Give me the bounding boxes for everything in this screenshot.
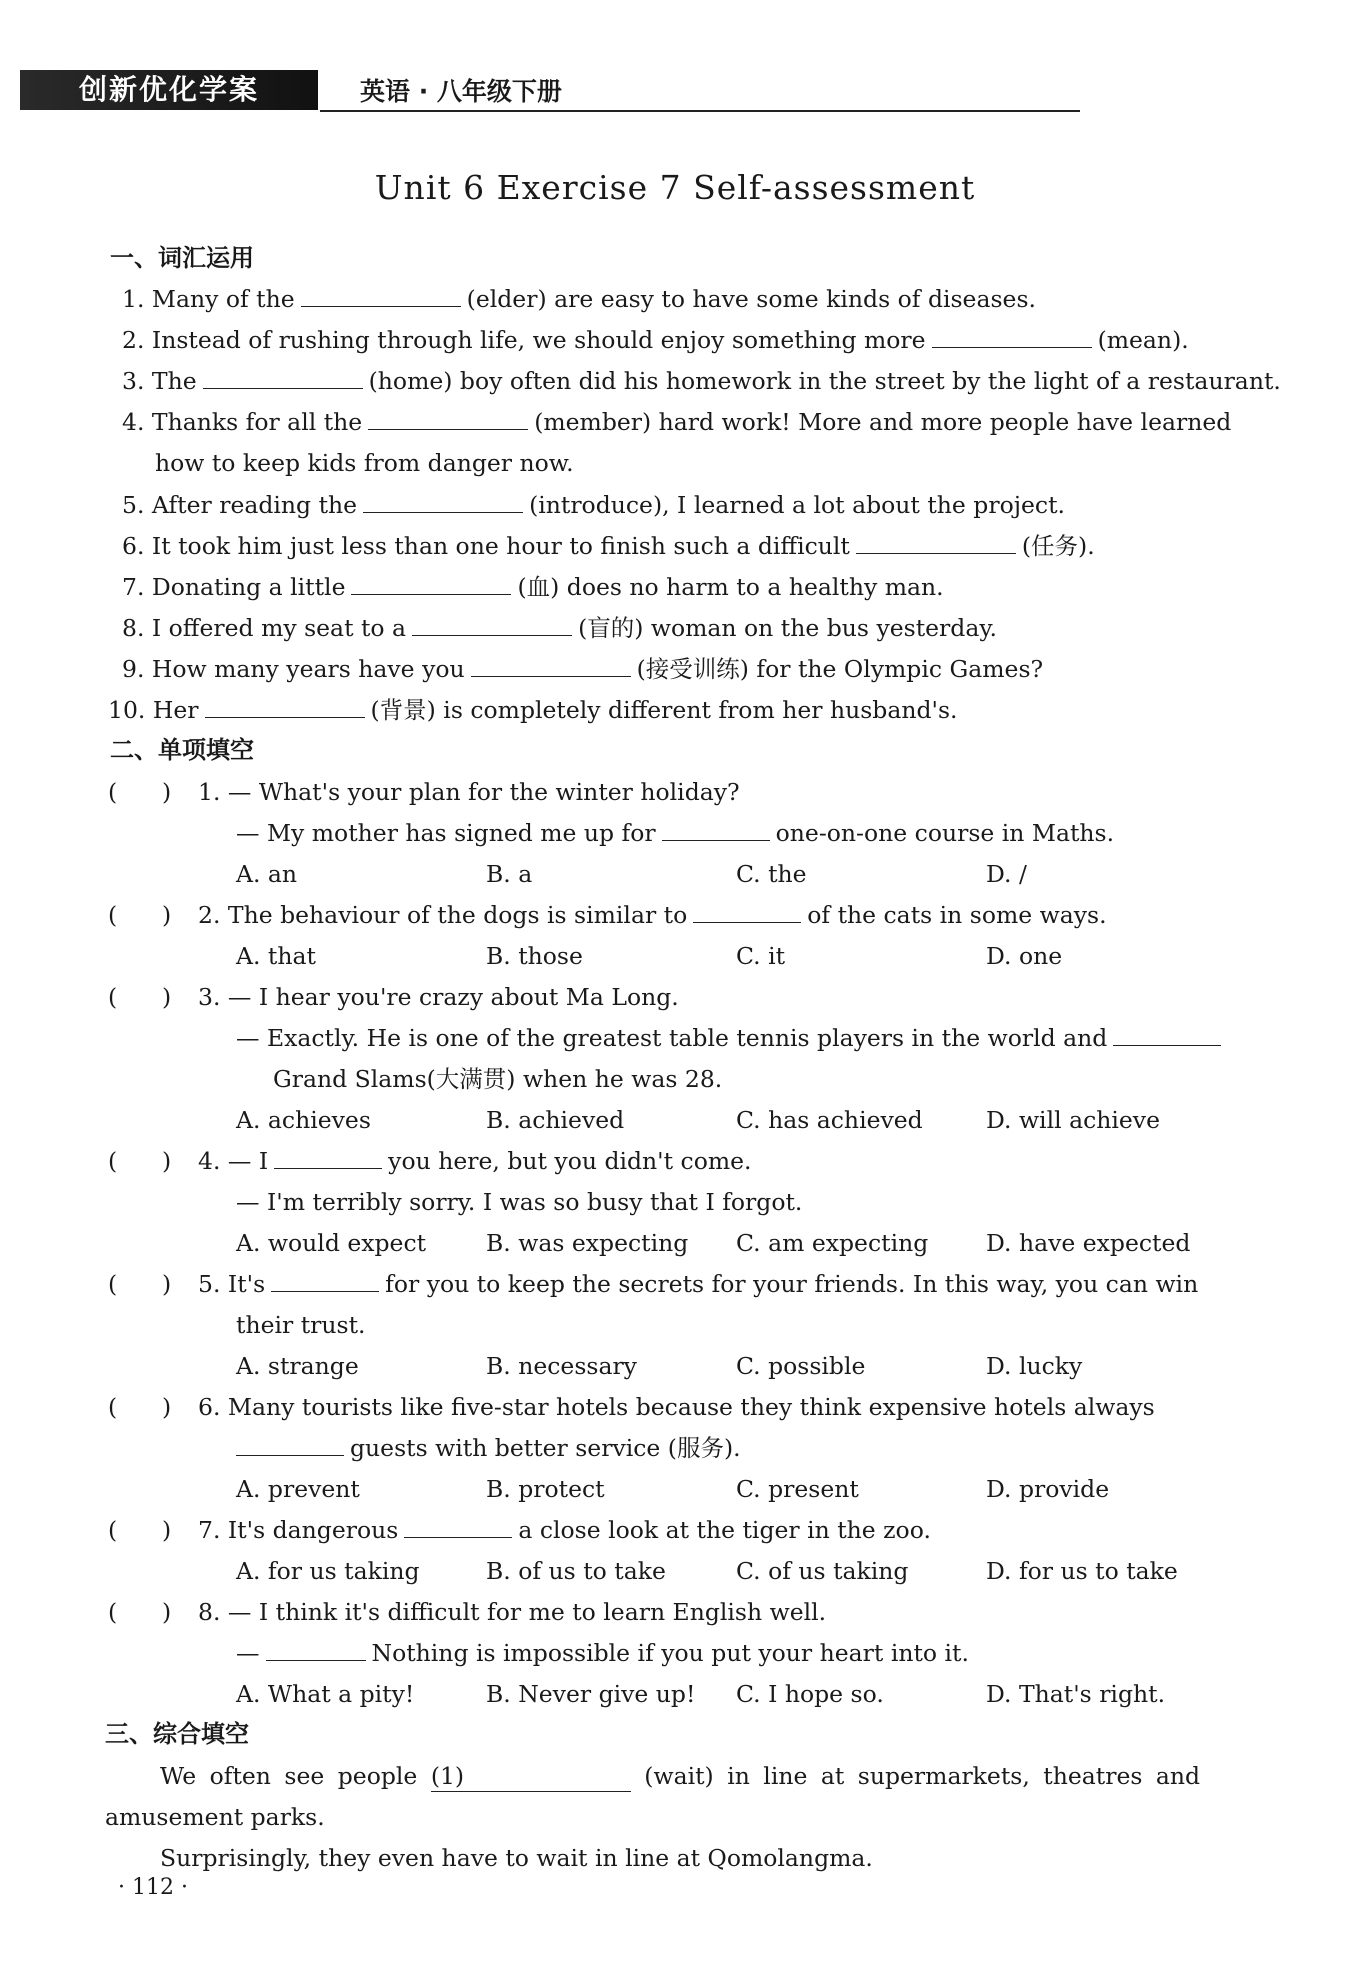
section3-heading: 三、综合填空 <box>105 1720 249 1748</box>
mcq-option: D. That's right. <box>986 1680 1166 1708</box>
mcq-option: C. present <box>736 1475 859 1503</box>
mcq-option: B. a <box>486 860 533 888</box>
mcq-option: C. the <box>736 860 807 888</box>
header-rule <box>320 110 1080 112</box>
page-number: · 112 · <box>118 1875 188 1900</box>
mcq-option: B. protect <box>486 1475 605 1503</box>
vocab-item: 10. Her (背景) is completely different from her husband's. <box>108 696 958 724</box>
mcq-option: C. of us taking <box>736 1557 909 1585</box>
mcq-option: B. those <box>486 942 583 970</box>
mcq-line: guests with better service (服务). <box>236 1433 741 1463</box>
mcq-question: ( ) 3. — I hear you're crazy about Ma Long. <box>108 983 679 1011</box>
mcq-line: their trust. <box>236 1311 366 1339</box>
vocab-item: 1. Many of the (elder) are easy to have some kinds of diseases. <box>122 285 1036 313</box>
vocab-item: 9. How many years have you (接受训练) for the Olympic Games? <box>122 655 1044 683</box>
mcq-option: D. lucky <box>986 1352 1083 1380</box>
mcq-line: Grand Slams(大满贯) when he was 28. <box>273 1065 723 1093</box>
mcq-question: ( ) 7. It's dangerous a close look at the tiger in the zoo. <box>108 1516 931 1544</box>
mcq-option: B. achieved <box>486 1106 625 1134</box>
mcq-option: A. What a pity! <box>236 1680 415 1708</box>
mcq-option: D. one <box>986 942 1063 970</box>
passage-line: Surprisingly, they even have to wait in line at Qomolangma. <box>160 1844 873 1872</box>
mcq-option: C. possible <box>736 1352 866 1380</box>
mcq-line: — I'm terribly sorry. I was so busy that I forgot. <box>236 1188 803 1216</box>
vocab-item: 8. I offered my seat to a (盲的) woman on the bus yesterday. <box>122 614 997 642</box>
mcq-line: — Exactly. He is one of the greatest table tennis players in the world and <box>236 1023 1227 1053</box>
mcq-option: B. of us to take <box>486 1557 666 1585</box>
mcq-question: ( ) 5. It's for you to keep the secrets for your friends. In this way, you can win <box>108 1270 1199 1298</box>
mcq-option: A. strange <box>236 1352 359 1380</box>
mcq-option: D. provide <box>986 1475 1110 1503</box>
passage-line: We often see people (1) (wait) in line at supermarkets, theatres and <box>160 1762 1201 1790</box>
mcq-line: — My mother has signed me up for one-on-one course in Maths. <box>236 819 1115 847</box>
mcq-option: C. I hope so. <box>736 1680 884 1708</box>
mcq-option: A. would expect <box>236 1229 427 1257</box>
vocab-item-continuation: how to keep kids from danger now. <box>155 449 574 477</box>
mcq-question: ( ) 2. The behaviour of the dogs is similar to of the cats in some ways. <box>108 901 1107 929</box>
mcq-option: A. an <box>236 860 298 888</box>
mcq-option: A. achieves <box>236 1106 371 1134</box>
mcq-line: — Nothing is impossible if you put your heart into it. <box>236 1639 969 1667</box>
mcq-option: B. Never give up! <box>486 1680 696 1708</box>
vocab-item: 2. Instead of rushing through life, we should enjoy something more (mean). <box>122 326 1189 354</box>
mcq-option: D. for us to take <box>986 1557 1178 1585</box>
passage-line: amusement parks. <box>105 1803 325 1831</box>
subject-label: 英语 · 八年级下册 <box>360 77 562 106</box>
page-header <box>20 70 1050 116</box>
mcq-option: C. it <box>736 942 786 970</box>
brand-logo: 创新优化学案 <box>20 70 318 110</box>
section2-heading: 二、单项填空 <box>110 736 254 764</box>
vocab-item: 7. Donating a little (血) does no harm to a healthy man. <box>122 573 944 601</box>
mcq-option: B. necessary <box>486 1352 637 1380</box>
mcq-option: A. that <box>236 942 316 970</box>
section1-heading: 一、词汇运用 <box>110 244 254 272</box>
mcq-option: C. has achieved <box>736 1106 923 1134</box>
mcq-option: B. was expecting <box>486 1229 689 1257</box>
vocab-item: 5. After reading the (introduce), I learned a lot about the project. <box>122 491 1065 519</box>
mcq-question: ( ) 1. — What's your plan for the winter holiday? <box>108 778 740 806</box>
vocab-item: 6. It took him just less than one hour to finish such a difficult (任务). <box>122 532 1095 560</box>
vocab-item: 4. Thanks for all the (member) hard work! More and more people have learned <box>122 408 1232 436</box>
mcq-question: ( ) 8. — I think it's difficult for me to learn English well. <box>108 1598 827 1626</box>
mcq-option: D. / <box>986 860 1027 888</box>
mcq-option: C. am expecting <box>736 1229 929 1257</box>
mcq-question: ( ) 4. — I you here, but you didn't come. <box>108 1147 752 1175</box>
mcq-option: D. will achieve <box>986 1106 1160 1134</box>
mcq-option: A. for us taking <box>236 1557 420 1585</box>
mcq-option: D. have expected <box>986 1229 1191 1257</box>
page-title: Unit 6 Exercise 7 Self-assessment <box>374 168 976 207</box>
vocab-item: 3. The (home) boy often did his homework in the street by the light of a restaurant. <box>122 367 1281 395</box>
mcq-option: A. prevent <box>236 1475 360 1503</box>
mcq-question: ( ) 6. Many tourists like five-star hotels because they think expensive hotels always <box>108 1393 1155 1421</box>
